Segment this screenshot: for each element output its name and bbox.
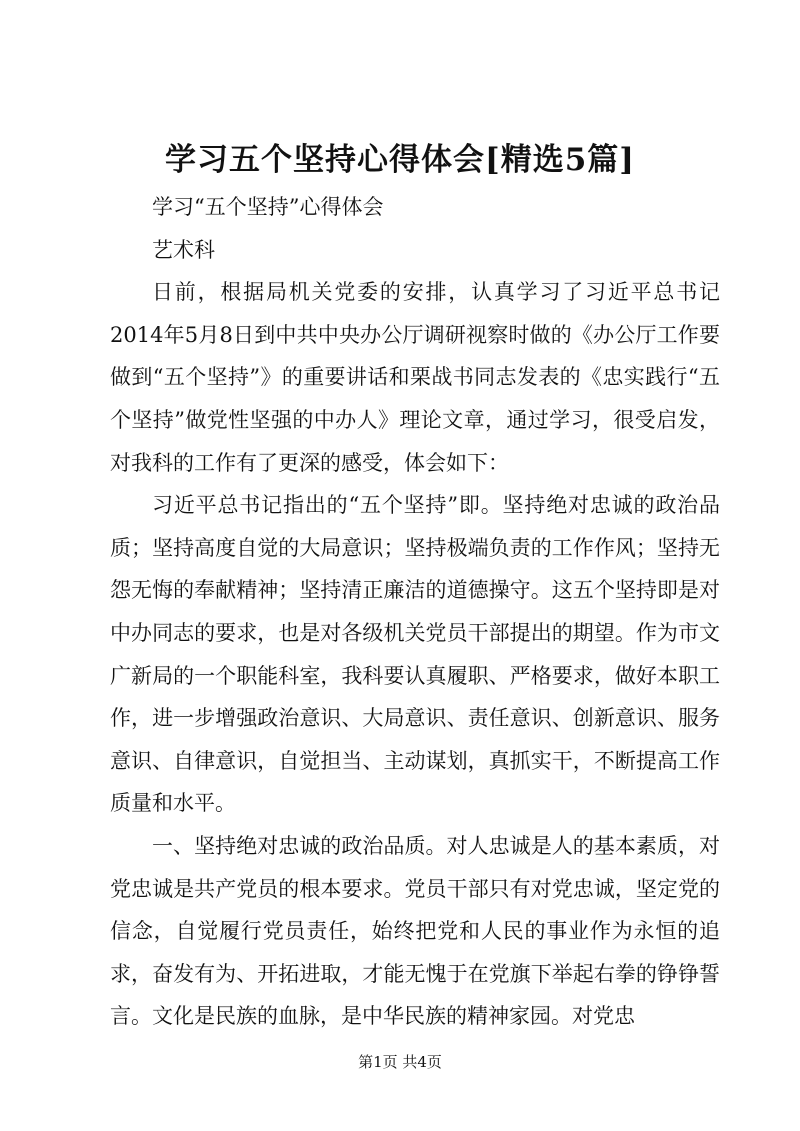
department-label: 艺术科 <box>152 237 215 262</box>
subtitle: 学习“五个坚持”心得体会 <box>152 195 384 219</box>
paragraph-loyalty: 一、坚持绝对忠诚的政治品质。对人忠诚是人的基本素质，对党忠诚是共产党员的根本要求。党员干部只有对党忠诚，坚定党的信念，自觉履行党员责任，始终把党和人民的事业作为永恒的追求，奋发有为、开拓进取，才能无愧于在党旗下举起右拳的铮铮誓言。文化是民族的血脉，是中华民族的精神家园。对党忠 <box>110 833 720 1029</box>
page-footer: 第1页 共4页 <box>358 1053 442 1071</box>
document-body <box>110 186 720 1038</box>
paragraph-intro: 日前，根据局机关党委的安排，认真学习了习近平总书记2014年5月8日到中共中央办公厅调研视察时做的《办公厅工作要做到“五个坚持”》的重要讲话和栗战书同志发表的《忠实践行“五个坚持”做党性坚强的中办人》理论文章，通过学习，很受启发，对我科的工作有了更深的感受，体会如下： <box>110 280 720 475</box>
document-title: 学习五个坚持心得体会[精选5篇] <box>165 142 635 178</box>
paragraph-five-principles: 习近平总书记指出的“五个坚持”即。坚持绝对忠诚的政治品质；坚持高度自觉的大局意识；坚持极端负责的工作作风；坚持无怨无悔的奉献精神；坚持清正廉洁的道德操守。这五个坚持即是对中办同志的要求，也是对各级机关党员干部提出的期望。作为市文广新局的一个职能科室，我科要认真履职、严格要求，做好本职工作，进一步增强政治意识、大局意识、责任意识、创新意识、服务意识、自律意识，自觉担当、主动谋划，真抓实干，不断提高工作质量和水平。 <box>110 493 720 816</box>
